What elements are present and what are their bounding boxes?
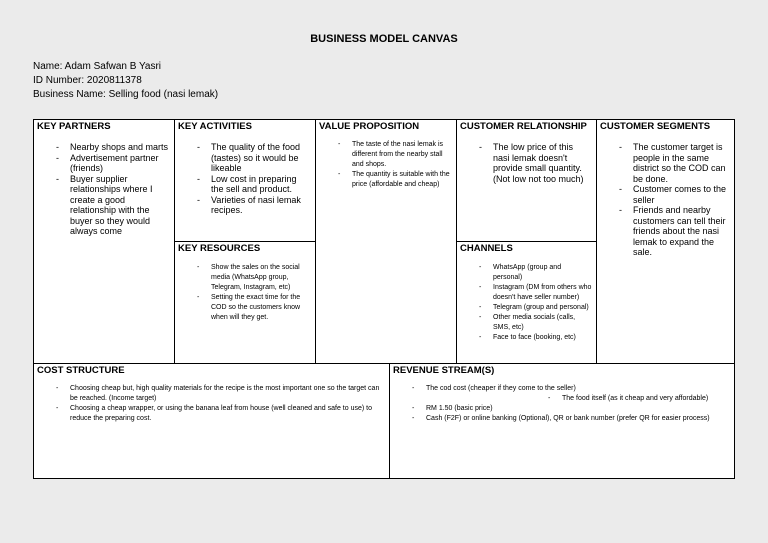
list-item: - RM 1.50 (basic price) — [390, 404, 734, 414]
revenue-streams-list — [390, 384, 734, 424]
list-item: - Friends and nearby customers can tell their friends about the nasi lemak to expand the sale. — [597, 205, 734, 258]
customer-segments-header: CUSTOMER SEGMENTS — [600, 121, 711, 132]
list-item: - Telegram (group and personal) — [457, 303, 596, 313]
list-item: - The customer target is people in the same district so the COD can be done. — [597, 142, 734, 184]
list-item: - Low cost in preparing the sell and product. — [175, 174, 315, 195]
channels-section — [457, 242, 597, 364]
list-item: - The quality of the food (tastes) so it would be likeable — [175, 142, 315, 174]
list-item: - The quantity is suitable with the price (affordable and cheap) — [316, 170, 456, 190]
key-resources-header: KEY RESOURCES — [178, 243, 261, 254]
list-item: - Choosing a cheap wrapper, or using the banana leaf from house (well cleaned and safe to use) to reduce the preparing cost. — [34, 404, 389, 424]
list-item: - The food itself (as it cheap and very affordable) — [390, 394, 734, 404]
value-proposition-section — [316, 120, 457, 364]
cost-structure-header: COST STRUCTURE — [37, 365, 125, 376]
list-item: - Nearby shops and marts — [34, 142, 174, 153]
customer-relationship-section — [457, 120, 597, 242]
list-item: - Customer comes to the seller — [597, 184, 734, 205]
list-item: - Buyer supplier relationships where I create a good relationship with the buyer so they would always come — [34, 174, 174, 237]
key-activities-header: KEY ACTIVITIES — [178, 121, 252, 132]
customer-relationship-list — [457, 142, 596, 184]
list-item: - Varieties of nasi lemak recipes. — [175, 195, 315, 216]
list-item: - Other media socials (calls, SMS, etc) — [457, 313, 596, 333]
info-block — [33, 60, 218, 102]
id-line: ID Number: 2020811378 — [33, 75, 142, 86]
revenue-streams-section — [390, 364, 734, 478]
key-activities-list — [175, 142, 315, 216]
key-resources-section — [175, 242, 316, 364]
list-item: - Advertisement partner (friends) — [34, 153, 174, 174]
revenue-streams-header: REVENUE STREAM(S) — [393, 365, 495, 376]
list-item: - Setting the exact time for the COD so the customers know when will they get. — [175, 293, 315, 323]
cost-structure-section — [34, 364, 390, 478]
list-item: - Instagram (DM from others who doesn't have seller number) — [457, 283, 596, 303]
list-item: - Face to face (booking, etc) — [457, 333, 596, 343]
canvas-grid — [33, 119, 735, 479]
value-proposition-list — [316, 140, 456, 190]
channels-header: CHANNELS — [460, 243, 513, 254]
value-proposition-header: VALUE PROPOSITION — [319, 121, 420, 132]
list-item: - Cash (F2F) or online banking (Optional), QR or bank number (prefer QR for easier process) — [390, 414, 734, 424]
list-item: - The low price of this nasi lemak doesn't provide small quantity. (Not low not too much) — [457, 142, 596, 184]
business-line: Business Name: Selling food (nasi lemak) — [33, 89, 219, 100]
list-item: - WhatsApp (group and personal) — [457, 263, 596, 283]
key-partners-section — [34, 120, 175, 364]
customer-segments-list — [597, 142, 734, 258]
key-partners-list — [34, 142, 174, 237]
key-partners-header: KEY PARTNERS — [37, 121, 111, 132]
channels-list — [457, 263, 596, 343]
cost-structure-list — [34, 384, 389, 424]
key-activities-section — [175, 120, 316, 242]
page-title: BUSINESS MODEL CANVAS — [310, 33, 458, 45]
customer-segments-section — [597, 120, 734, 364]
customer-relationship-header: CUSTOMER RELATIONSHIP — [460, 121, 587, 132]
key-resources-list — [175, 263, 315, 323]
name-line: Name: Adam Safwan B Yasri — [33, 61, 162, 72]
list-item: - The taste of the nasi lemak is different from the nearby stall and shops. — [316, 140, 456, 170]
list-item: - The cod cost (cheaper if they come to the seller) — [390, 384, 734, 394]
list-item: - Choosing cheap but, high quality materials for the recipe is the most important one so the target can be reached. (Income target) — [34, 384, 389, 404]
list-item: - Show the sales on the social media (WhatsApp group, Telegram, Instagram, etc) — [175, 263, 315, 293]
